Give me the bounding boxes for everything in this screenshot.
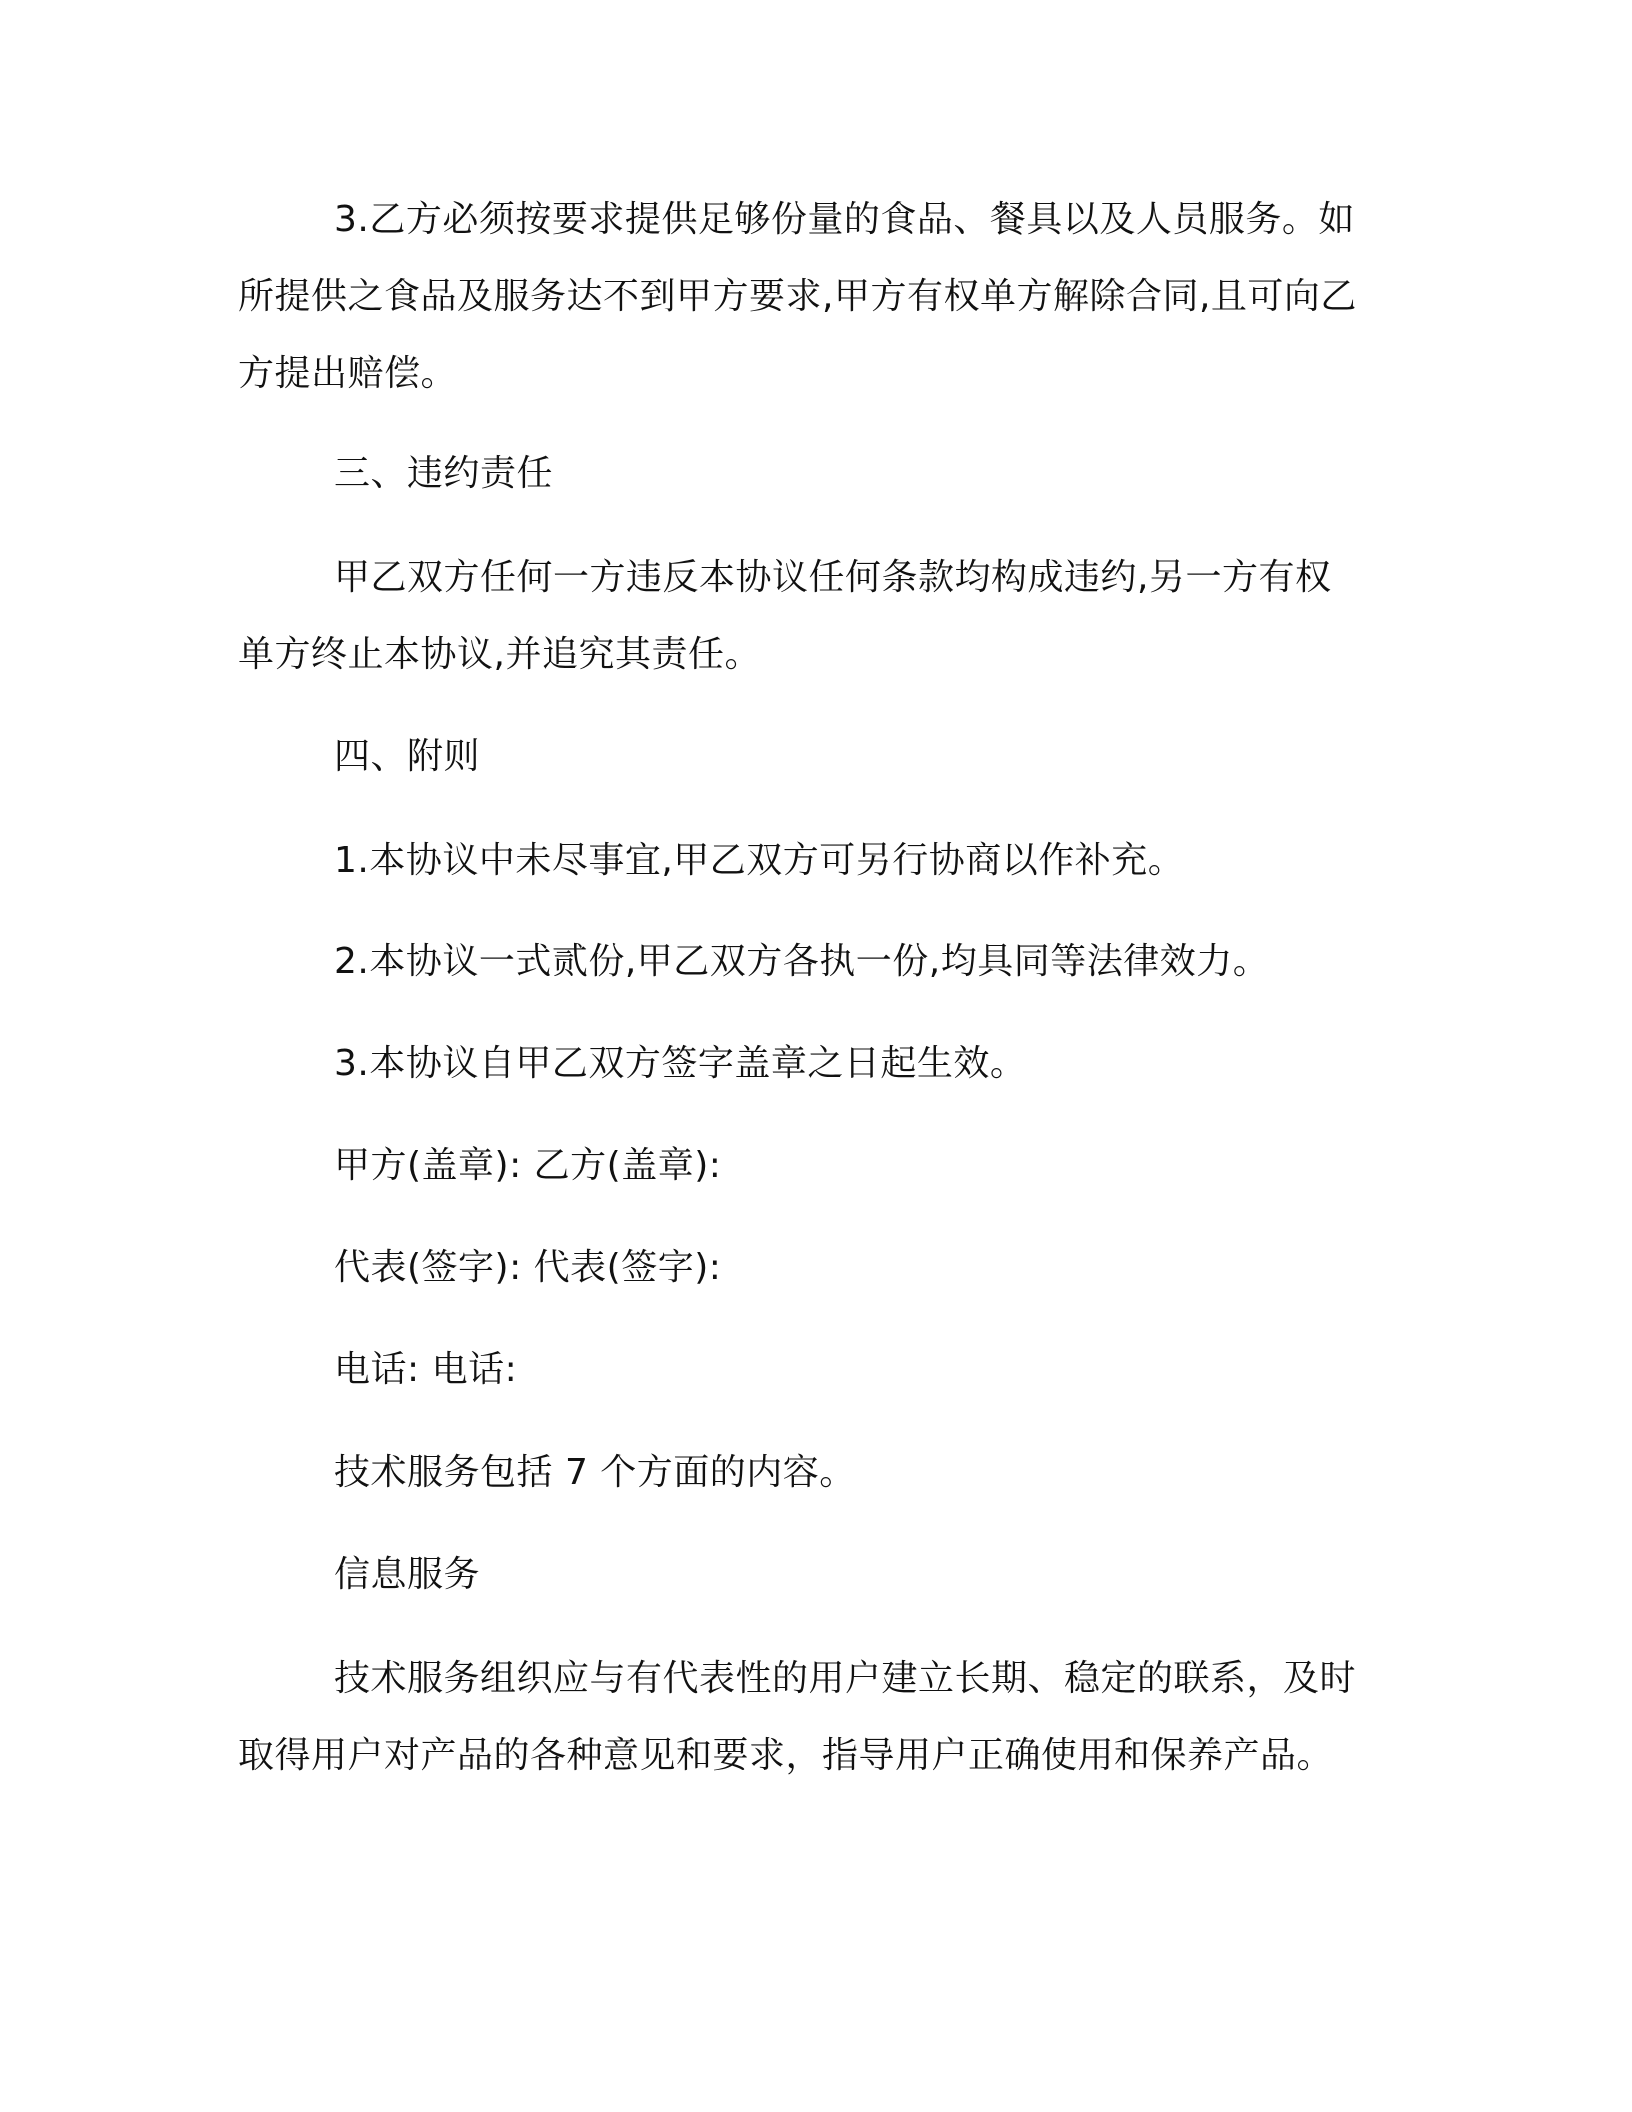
tech-service-intro: 技术服务包括 7 个方面的内容。 xyxy=(334,1452,856,1493)
clause-3-line-2: 所提供之食品及服务达不到甲方要求,甲方有权单方解除合同,且可向乙 xyxy=(238,276,1357,317)
appendix-item-3: 3.本协议自甲乙双方签字盖章之日起生效。 xyxy=(334,1043,1027,1084)
signature-seal-line: 甲方(盖章): 乙方(盖章): xyxy=(334,1145,722,1186)
breach-paragraph-line-2: 单方终止本协议,并追究其责任。 xyxy=(238,634,761,675)
info-service-paragraph-line-1: 技术服务组织应与有代表性的用户建立长期、稳定的联系，及时 xyxy=(334,1658,1357,1699)
signature-phone-line: 电话: 电话: xyxy=(334,1349,518,1390)
appendix-item-2: 2.本协议一式贰份,甲乙双方各执一份,均具同等法律效力。 xyxy=(334,941,1270,982)
breach-paragraph-line-1: 甲乙双方任何一方违反本协议任何条款均构成违约,另一方有权 xyxy=(334,557,1332,598)
section-heading-appendix: 四、附则 xyxy=(334,736,481,777)
info-service-paragraph-line-2: 取得用户对产品的各种意见和要求，指导用户正确使用和保养产品。 xyxy=(238,1735,1334,1776)
clause-3-line-1: 3.乙方必须按要求提供足够份量的食品、餐具以及人员服务。如 xyxy=(334,199,1355,240)
clause-3-line-3: 方提出赔偿。 xyxy=(238,353,458,394)
info-service-heading: 信息服务 xyxy=(334,1554,481,1595)
section-heading-breach: 三、违约责任 xyxy=(334,453,554,494)
appendix-item-1: 1.本协议中未尽事宜,甲乙双方可另行协商以作补充。 xyxy=(334,840,1185,881)
signature-representative-line: 代表(签字): 代表(签字): xyxy=(334,1247,722,1288)
